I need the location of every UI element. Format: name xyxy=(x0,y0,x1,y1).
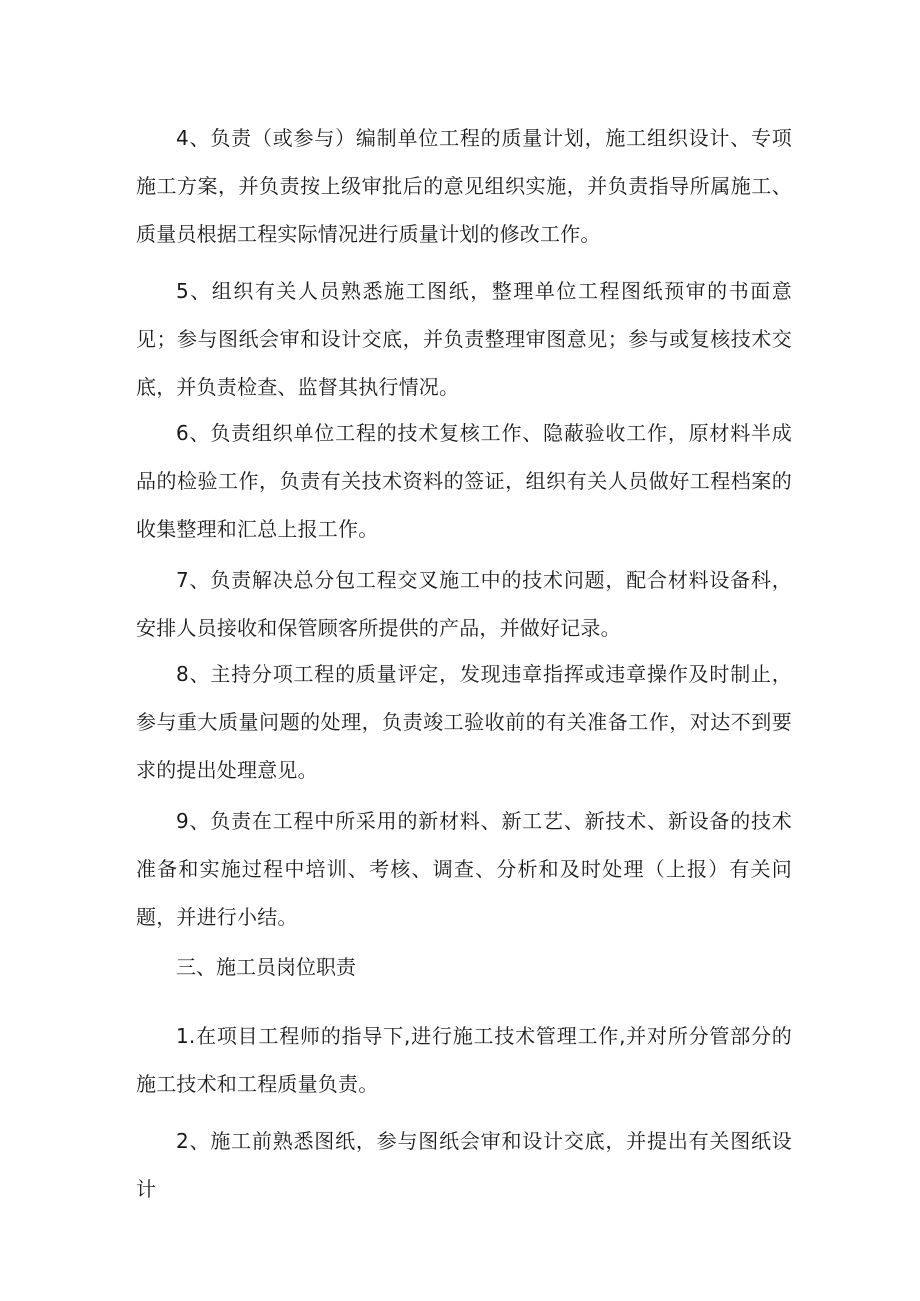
paragraph-item-4: 4、负责（或参与）编制单位工程的质量计划，施工组织设计、专项施工方案，并负责按上级审批后的意见组织实施，并负责指导所属施工、质量员根据工程实际情况进行质量计划的修改工作。 xyxy=(136,126,792,246)
paragraph-item-8: 8、主持分项工程的质量评定，发现违章指挥或违章操作及时制止，参与重大质量问题的处理，负责竣工验收前的有关准备工作，对达不到要求的提出处理意见。 xyxy=(136,662,792,782)
paragraph-item-7: 7、负责解决总分包工程交叉施工中的技术问题，配合材料设备科，安排人员接收和保管顾客所提供的产品，并做好记录。 xyxy=(136,568,792,640)
section-heading: 三、施工员岗位职责 xyxy=(176,955,356,979)
section-paragraph-2: 2、施工前熟悉图纸，参与图纸会审和设计交底，并提出有关图纸设计 xyxy=(136,1129,792,1201)
paragraph-item-5: 5、组织有关人员熟悉施工图纸，整理单位工程图纸预审的书面意见；参与图纸会审和设计交底，并负责整理审图意见；参与或复核技术交底，并负责检查、监督其执行情况。 xyxy=(136,279,792,399)
paragraph-item-6: 6、负责组织单位工程的技术复核工作、隐蔽验收工作，原材料半成品的检验工作，负责有关技术资料的签证，组织有关人员做好工程档案的收集整理和汇总上报工作。 xyxy=(136,421,792,541)
section-paragraph-1: 1.在项目工程师的指导下,进行施工技术管理工作,并对所分管部分的施工技术和工程质量负责。 xyxy=(136,1024,792,1096)
paragraph-item-9: 9、负责在工程中所采用的新材料、新工艺、新技术、新设备的技术准备和实施过程中培训、考核、调查、分析和及时处理（上报）有关问题，并进行小结。 xyxy=(136,809,792,929)
